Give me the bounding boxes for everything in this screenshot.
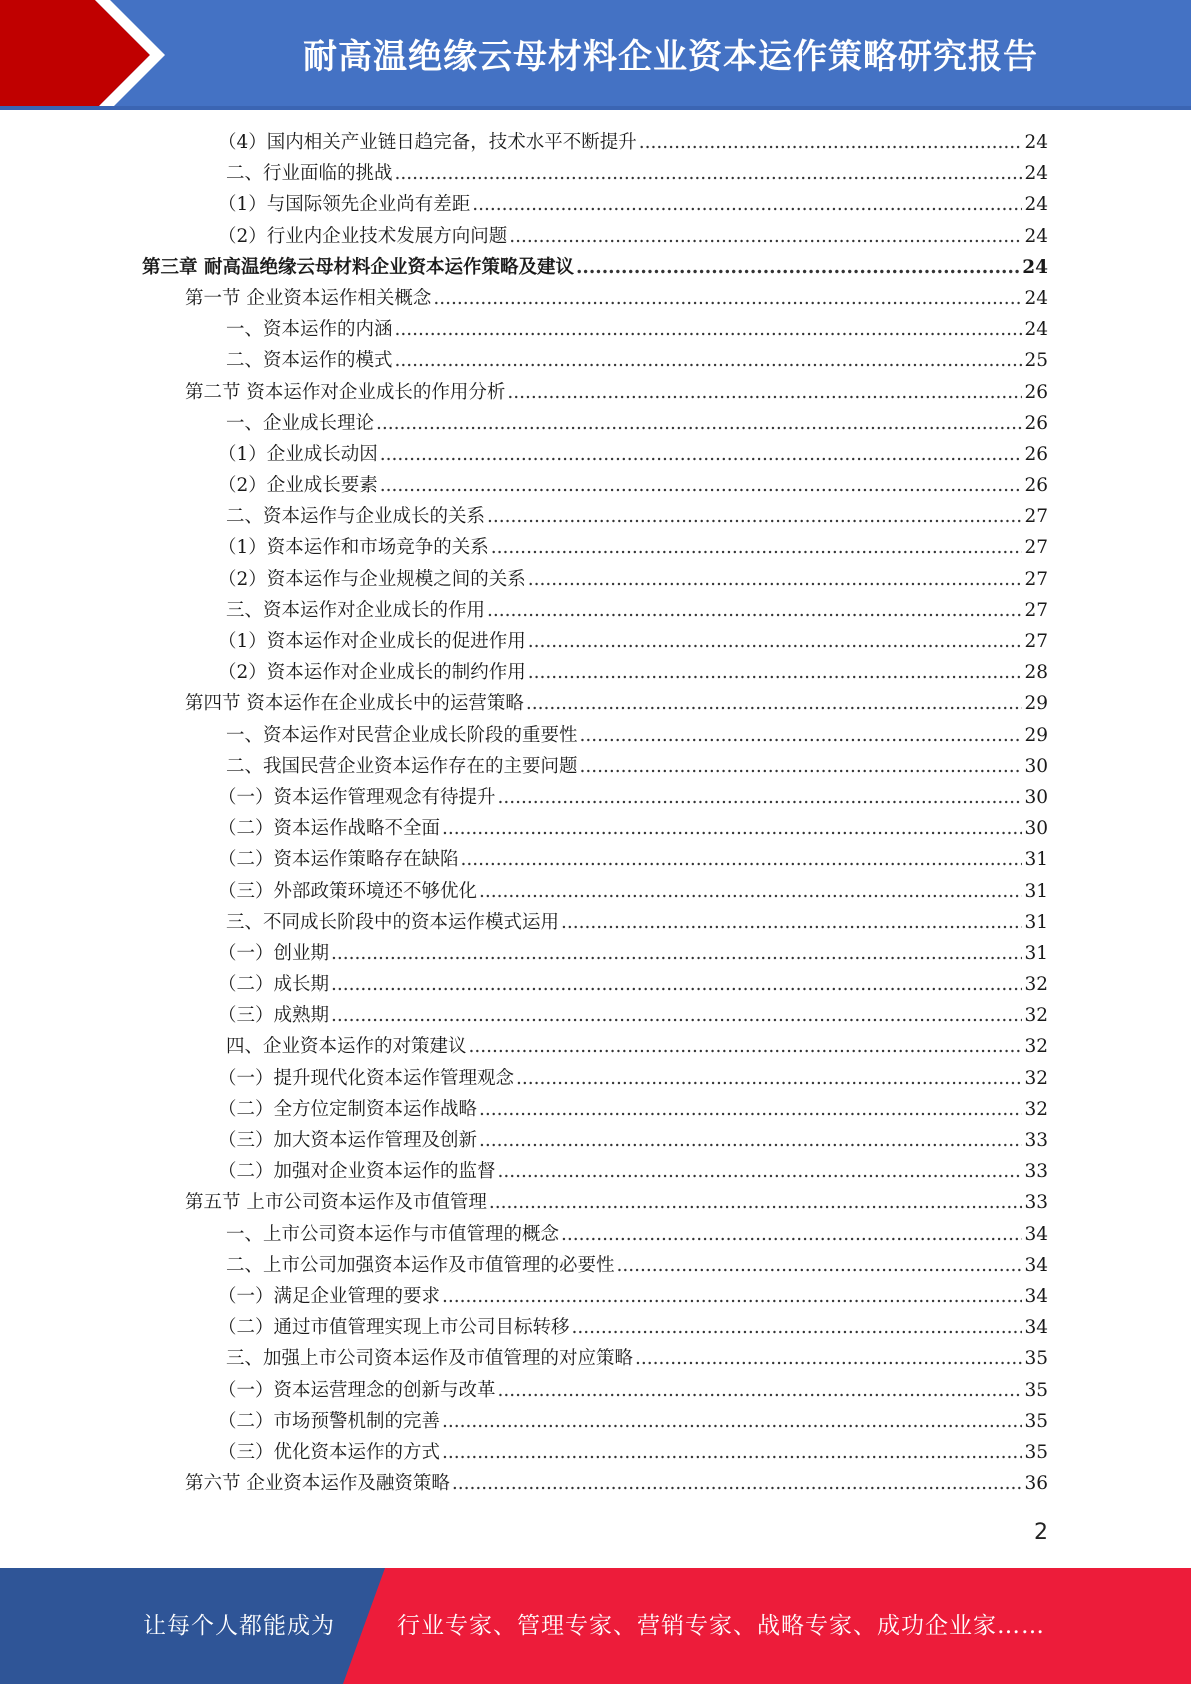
- toc-entry-page: 29: [1024, 693, 1048, 715]
- toc-leader-dots: [331, 1000, 1022, 1031]
- toc-entry[interactable]: [0, 751, 1191, 782]
- toc-leader-dots: [472, 189, 1022, 220]
- footer-slogan-right: 行业专家、管理专家、营销专家、战略专家、成功企业家……: [397, 1613, 1045, 1639]
- toc-entry-title: 第二节 资本运作对企业成长的作用分析: [185, 381, 506, 403]
- toc-entry-page: 28: [1024, 662, 1048, 684]
- toc-entry-title: （二）通过市值管理实现上市公司目标转移: [218, 1317, 570, 1339]
- toc-leader-dots: [479, 1125, 1022, 1156]
- toc-entry-title: （1）企业成长动因: [218, 443, 378, 465]
- toc-entry[interactable]: [0, 1406, 1191, 1437]
- toc-entry[interactable]: [0, 283, 1191, 314]
- toc-entry-page: 32: [1024, 1067, 1048, 1089]
- toc-entry-title: 一、企业成长理论: [226, 412, 375, 434]
- toc-leader-dots: [561, 1219, 1022, 1250]
- toc-leader-dots: [380, 439, 1023, 470]
- toc-entry-page: 24: [1024, 287, 1048, 309]
- toc-entry-page: 35: [1024, 1410, 1048, 1432]
- toc-entry-title: （二）资本运作策略存在缺陷: [218, 849, 459, 871]
- toc-entry-title: 三、加强上市公司资本运作及市值管理的对应策略: [226, 1348, 634, 1370]
- toc-entry-page: 33: [1024, 1161, 1048, 1183]
- toc-entry-title: 第一节 企业资本运作相关概念: [185, 287, 432, 309]
- toc-entry[interactable]: [0, 813, 1191, 844]
- toc-entry-page: 27: [1024, 506, 1048, 528]
- toc-leader-dots: [376, 408, 1022, 439]
- toc-entry[interactable]: [0, 1000, 1191, 1031]
- toc-entry[interactable]: [0, 657, 1191, 688]
- toc-entry-page: 35: [1024, 1379, 1048, 1401]
- toc-entry[interactable]: [0, 1219, 1191, 1250]
- toc-entry-page: 30: [1024, 818, 1048, 840]
- toc-entry-page: 31: [1024, 942, 1048, 964]
- toc-entry[interactable]: [0, 252, 1191, 283]
- toc-entry[interactable]: [0, 470, 1191, 501]
- toc-entry-title: （1）资本运作和市场竞争的关系: [218, 537, 489, 559]
- toc-leader-dots: [526, 688, 1023, 719]
- table-of-contents: [0, 127, 1191, 1499]
- toc-leader-dots: [395, 158, 1023, 189]
- toc-entry[interactable]: [0, 969, 1191, 1000]
- toc-leader-dots: [395, 345, 1023, 376]
- toc-entry-title: 二、上市公司加强资本运作及市值管理的必要性: [226, 1254, 615, 1276]
- toc-leader-dots: [442, 1437, 1022, 1468]
- toc-entry[interactable]: [0, 1281, 1191, 1312]
- toc-entry-page: 24: [1024, 194, 1048, 216]
- toc-entry-page: 34: [1024, 1285, 1048, 1307]
- toc-entry-title: （2）行业内企业技术发展方向问题: [218, 225, 508, 247]
- toc-leader-dots: [516, 1063, 1022, 1094]
- toc-leader-dots: [469, 1031, 1023, 1062]
- report-title: 耐高温绝缘云母材料企业资本运作策略研究报告: [303, 36, 1038, 77]
- toc-entry-title: 二、资本运作的模式: [226, 350, 393, 372]
- toc-entry[interactable]: [0, 1187, 1191, 1218]
- toc-entry-page: 24: [1024, 163, 1048, 185]
- page-number: 2: [1034, 1520, 1048, 1545]
- toc-entry-page: 33: [1024, 1192, 1048, 1214]
- toc-leader-dots: [461, 844, 1023, 875]
- page-header: [0, 0, 1191, 110]
- toc-entry-page: 27: [1024, 599, 1048, 621]
- toc-leader-dots: [639, 127, 1023, 158]
- toc-entry-title: （三）优化资本运作的方式: [218, 1441, 441, 1463]
- toc-entry-page: 26: [1024, 475, 1048, 497]
- toc-entry[interactable]: [0, 127, 1191, 158]
- toc-entry[interactable]: [0, 782, 1191, 813]
- toc-leader-dots: [580, 720, 1023, 751]
- toc-entry-page: 35: [1024, 1441, 1048, 1463]
- toc-entry[interactable]: [0, 876, 1191, 907]
- toc-entry-page: 30: [1024, 755, 1048, 777]
- toc-entry-title: （一）资本运作管理观念有待提升: [218, 786, 496, 808]
- toc-entry-page: 36: [1024, 1473, 1048, 1495]
- toc-entry-page: 30: [1024, 786, 1048, 808]
- toc-entry[interactable]: [0, 1125, 1191, 1156]
- toc-entry-page: 32: [1024, 1098, 1048, 1120]
- toc-entry[interactable]: [0, 1031, 1191, 1062]
- toc-leader-dots: [442, 1281, 1022, 1312]
- toc-entry-title: （一）满足企业管理的要求: [218, 1285, 441, 1307]
- toc-leader-dots: [507, 377, 1022, 408]
- toc-entry[interactable]: [0, 1312, 1191, 1343]
- toc-entry[interactable]: [0, 1063, 1191, 1094]
- toc-entry-page: 24: [1024, 225, 1048, 247]
- toc-entry-title: （三）加大资本运作管理及创新: [218, 1130, 478, 1151]
- toc-entry-title: （二）成长期: [218, 974, 330, 996]
- toc-entry-page: 31: [1024, 911, 1048, 933]
- toc-entry[interactable]: [0, 844, 1191, 875]
- toc-entry[interactable]: [0, 158, 1191, 189]
- toc-entry[interactable]: [0, 408, 1191, 439]
- toc-entry-page: 32: [1024, 974, 1048, 996]
- toc-leader-dots: [395, 314, 1023, 345]
- toc-entry[interactable]: [0, 501, 1191, 532]
- toc-entry[interactable]: [0, 1250, 1191, 1281]
- toc-entry-page: 31: [1024, 849, 1048, 871]
- toc-entry-title: （二）资本运作战略不全面: [218, 818, 441, 840]
- toc-entry-title: （一）创业期: [218, 942, 330, 964]
- toc-leader-dots: [498, 1375, 1023, 1406]
- toc-leader-dots: [498, 1156, 1023, 1187]
- toc-leader-dots: [498, 782, 1023, 813]
- toc-leader-dots: [561, 907, 1022, 938]
- toc-leader-dots: [487, 595, 1022, 626]
- toc-entry-page: 34: [1024, 1254, 1048, 1276]
- toc-entry-page: 35: [1024, 1348, 1048, 1370]
- toc-leader-dots: [509, 221, 1022, 252]
- toc-leader-dots: [528, 657, 1023, 688]
- toc-entry-title: （1）与国际领先企业尚有差距: [218, 194, 471, 216]
- toc-leader-dots: [331, 938, 1022, 969]
- toc-entry-title: 第四节 资本运作在企业成长中的运营策略: [185, 693, 524, 715]
- toc-leader-dots: [433, 283, 1022, 314]
- toc-entry-title: （二）全方位定制资本运作战略: [218, 1098, 478, 1120]
- toc-entry-title: 三、资本运作对企业成长的作用: [226, 599, 486, 621]
- toc-leader-dots: [528, 626, 1023, 657]
- toc-entry-page: 26: [1024, 412, 1048, 434]
- toc-entry[interactable]: [0, 221, 1191, 252]
- toc-leader-dots: [479, 876, 1022, 907]
- toc-leader-dots: [380, 470, 1023, 501]
- toc-entry[interactable]: [0, 189, 1191, 220]
- toc-leader-dots: [442, 813, 1022, 844]
- toc-entry[interactable]: [0, 626, 1191, 657]
- footer-slogan-left: 让每个人都能成为: [143, 1613, 335, 1639]
- toc-leader-dots: [442, 1406, 1022, 1437]
- toc-leader-dots: [489, 1187, 1023, 1218]
- toc-leader-dots: [452, 1468, 1023, 1499]
- toc-entry[interactable]: [0, 1375, 1191, 1406]
- toc-entry[interactable]: [0, 1468, 1191, 1499]
- toc-entry-title: （一）资本运营理念的创新与改革: [218, 1379, 496, 1401]
- toc-entry-title: （2）资本运作对企业成长的制约作用: [218, 662, 526, 684]
- toc-entry-page: 32: [1024, 1036, 1048, 1058]
- toc-entry-page: 26: [1024, 443, 1048, 465]
- toc-entry-title: 一、上市公司资本运作与市值管理的概念: [226, 1223, 560, 1245]
- toc-entry-page: 26: [1024, 381, 1048, 403]
- toc-entry[interactable]: [0, 938, 1191, 969]
- toc-leader-dots: [617, 1250, 1023, 1281]
- toc-entry-page: 24: [1024, 132, 1048, 153]
- toc-entry[interactable]: [0, 1343, 1191, 1374]
- toc-entry-page: 32: [1024, 1005, 1048, 1027]
- toc-entry-title: （2）企业成长要素: [218, 475, 378, 497]
- toc-entry-title: 二、我国民营企业资本运作存在的主要问题: [226, 755, 578, 777]
- toc-entry-title: （1）资本运作对企业成长的促进作用: [218, 631, 526, 652]
- toc-entry-title: 第六节 企业资本运作及融资策略: [185, 1473, 450, 1495]
- toc-leader-dots: [580, 751, 1023, 782]
- toc-entry-page: 25: [1024, 350, 1048, 372]
- toc-leader-dots: [331, 969, 1022, 1000]
- toc-entry[interactable]: [0, 314, 1191, 345]
- toc-leader-dots: [491, 532, 1023, 563]
- toc-entry-title: （二）加强对企业资本运作的监督: [218, 1161, 496, 1183]
- toc-entry[interactable]: [0, 439, 1191, 470]
- toc-entry-page: 33: [1024, 1130, 1048, 1151]
- toc-entry[interactable]: [0, 1437, 1191, 1468]
- toc-entry[interactable]: [0, 720, 1191, 751]
- toc-entry-title: （一）提升现代化资本运作管理观念: [218, 1067, 515, 1089]
- toc-entry-page: 34: [1024, 1223, 1048, 1245]
- toc-entry-title: （三）外部政策环境还不够优化: [218, 880, 478, 902]
- toc-entry-title: 二、资本运作与企业成长的关系: [226, 506, 486, 528]
- toc-entry-title: 一、资本运作的内涵: [226, 319, 393, 341]
- toc-entry-title: 四、企业资本运作的对策建议: [226, 1036, 467, 1058]
- toc-entry[interactable]: [0, 907, 1191, 938]
- toc-entry-title: （二）市场预警机制的完善: [218, 1410, 441, 1432]
- toc-entry-title: （2）资本运作与企业规模之间的关系: [218, 568, 526, 590]
- toc-leader-dots: [487, 501, 1022, 532]
- toc-entry[interactable]: [0, 1156, 1191, 1187]
- toc-leader-dots: [576, 252, 1020, 283]
- toc-entry-page: 27: [1024, 568, 1048, 590]
- toc-entry-page: 31: [1024, 880, 1048, 902]
- toc-entry-title: （三）成熟期: [218, 1005, 330, 1027]
- toc-entry[interactable]: [0, 564, 1191, 595]
- toc-entry-title: 二、行业面临的挑战: [226, 163, 393, 185]
- toc-entry-title: 第五节 上市公司资本运作及市值管理: [185, 1192, 487, 1214]
- toc-leader-dots: [572, 1312, 1023, 1343]
- toc-leader-dots: [528, 564, 1023, 595]
- toc-leader-dots: [479, 1094, 1022, 1125]
- toc-entry-page: 34: [1024, 1317, 1048, 1339]
- toc-entry-page: 24: [1022, 256, 1048, 278]
- toc-entry-title: 三、不同成长阶段中的资本运作模式运用: [226, 911, 560, 933]
- toc-leader-dots: [635, 1343, 1022, 1374]
- toc-entry-title: 一、资本运作对民营企业成长阶段的重要性: [226, 724, 578, 746]
- toc-entry-page: 27: [1024, 631, 1048, 652]
- toc-entry[interactable]: [0, 1094, 1191, 1125]
- toc-entry-title: （4）国内相关产业链日趋完备，技术水平不断提升: [218, 132, 637, 153]
- toc-entry-page: 27: [1024, 537, 1048, 559]
- page-footer: [0, 1568, 1191, 1684]
- toc-entry[interactable]: [0, 595, 1191, 626]
- toc-entry[interactable]: [0, 532, 1191, 563]
- toc-entry[interactable]: [0, 345, 1191, 376]
- toc-entry-page: 29: [1024, 724, 1048, 746]
- toc-entry-title: 第三章 耐高温绝缘云母材料企业资本运作策略及建议: [142, 256, 574, 278]
- toc-entry-page: 24: [1024, 319, 1048, 341]
- toc-entry[interactable]: [0, 688, 1191, 719]
- toc-entry[interactable]: [0, 377, 1191, 408]
